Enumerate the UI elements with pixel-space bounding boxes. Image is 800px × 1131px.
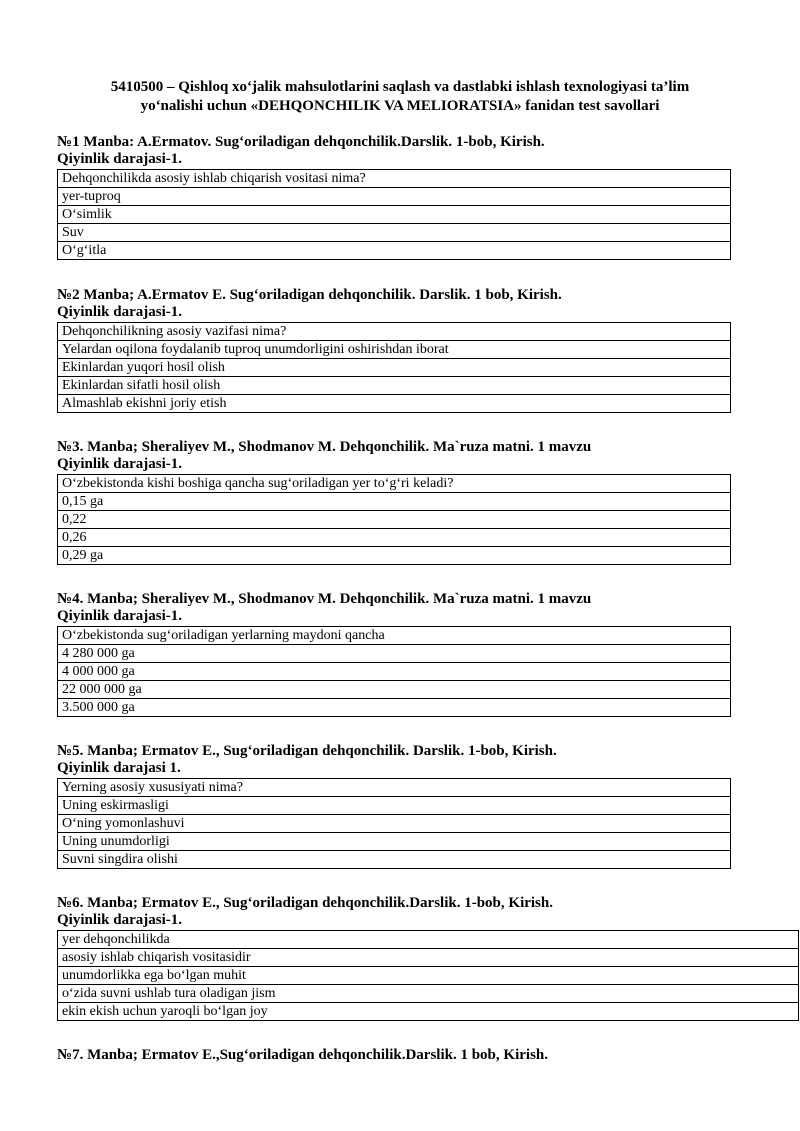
question-difficulty: Qiyinlik darajasi-1.: [57, 304, 183, 320]
question-difficulty: Qiyinlik darajasi-1.: [57, 456, 183, 472]
answer-row: [58, 529, 731, 547]
question-text: O‘zbekistonda kishi boshiga qancha sug‘oriladigan yer to‘g‘ri keladi?: [58, 475, 731, 493]
answer-row: [58, 949, 799, 967]
question-source: №5. Manba; Ermatov E., Sug‘oriladigan dehqonchilik. Darslik. 1-bob, Kirish.: [57, 743, 557, 759]
answer-row: [58, 851, 731, 869]
answer-option: asosiy ishlab chiqarish vositasidir: [58, 949, 799, 967]
answer-option: 0,29 ga: [58, 547, 731, 565]
question-difficulty: Qiyinlik darajasi-1.: [57, 151, 183, 167]
title-line-1: 5410500 – Qishloq xo‘jalik mahsulotlarini saqlash va dastlabki ishlash texnologiyasi ta’lim: [110, 79, 690, 95]
question-source: №1 Manba: A.Ermatov. Sug‘oriladigan dehqonchilik.Darslik. 1-bob, Kirish.: [57, 134, 545, 150]
question-block-2: [57, 287, 731, 413]
answer-option: O‘ning yomonlashuvi: [58, 815, 731, 833]
question-text: yer dehqonchilikda: [58, 931, 799, 949]
answer-row: [58, 395, 731, 413]
answer-row: [58, 985, 799, 1003]
answer-option: 4 280 000 ga: [58, 645, 731, 663]
answer-option: Uning unumdorligi: [58, 833, 731, 851]
question-text: Yerning asosiy xususiyati nima?: [58, 779, 731, 797]
answer-row: [58, 1003, 799, 1021]
answer-option: 0,22: [58, 511, 731, 529]
answer-table: [57, 322, 731, 413]
answer-row: [58, 547, 731, 565]
answer-option: 0,15 ga: [58, 493, 731, 511]
answer-option: O‘simlik: [58, 206, 731, 224]
answer-option: o‘zida suvni ushlab tura oladigan jism: [58, 985, 799, 1003]
answer-option: 4 000 000 ga: [58, 663, 731, 681]
question-block-4: [57, 591, 731, 717]
answer-row: [58, 242, 731, 260]
answer-row: [58, 645, 731, 663]
question-source: №3. Manba; Sheraliyev M., Shodmanov M. Dehqonchilik. Ma`ruza matni. 1 mavzu: [57, 439, 592, 455]
answer-option: 22 000 000 ga: [58, 681, 731, 699]
question-block-6: [57, 895, 799, 1021]
answer-row: [58, 815, 731, 833]
answer-option: Yelardan oqilona foydalanib tuproq unumdorligini oshirishdan iborat: [58, 341, 731, 359]
question-text: Dehqonchilikda asosiy ishlab chiqarish vositasi nima?: [58, 170, 731, 188]
answer-row: [58, 833, 731, 851]
question-block-3: [57, 439, 731, 565]
answer-table: [57, 626, 731, 717]
answer-row: [58, 663, 731, 681]
question-difficulty: Qiyinlik darajasi-1.: [57, 608, 183, 624]
question-row: [58, 475, 731, 493]
question-source: №2 Manba; A.Ermatov E. Sug‘oriladigan dehqonchilik. Darslik. 1 bob, Kirish.: [57, 287, 562, 303]
question-row: [58, 170, 731, 188]
question-source: №6. Manba; Ermatov E., Sug‘oriladigan dehqonchilik.Darslik. 1-bob, Kirish.: [57, 895, 553, 911]
answer-table: [57, 930, 799, 1021]
question-source: №4. Manba; Sheraliyev M., Shodmanov M. Dehqonchilik. Ma`ruza matni. 1 mavzu: [57, 591, 592, 607]
answer-row: [58, 224, 731, 242]
question-row: [58, 627, 731, 645]
answer-option: O‘g‘itla: [58, 242, 731, 260]
answer-row: [58, 797, 731, 815]
title-line-2: yo‘nalishi uchun «DEHQONCHILIK VA MELIORATSIA» fanidan test savollari: [140, 98, 660, 114]
answer-option: unumdorlikka ega bo‘lgan muhit: [58, 967, 799, 985]
question-block-7: [57, 1047, 548, 1064]
answer-option: Suv: [58, 224, 731, 242]
answer-table: [57, 778, 731, 869]
answer-option: 3.500 000 ga: [58, 699, 731, 717]
question-block-1: [57, 134, 731, 260]
answer-row: [58, 359, 731, 377]
answer-row: [58, 511, 731, 529]
question-block-5: [57, 743, 731, 869]
answer-row: [58, 681, 731, 699]
answer-table: [57, 474, 731, 565]
question-difficulty: Qiyinlik darajasi-1.: [57, 912, 183, 928]
question-difficulty: Qiyinlik darajasi 1.: [57, 760, 181, 776]
answer-table: [57, 169, 731, 260]
answer-row: [58, 967, 799, 985]
answer-option: 0,26: [58, 529, 731, 547]
answer-option: Uning eskirmasligi: [58, 797, 731, 815]
answer-row: [58, 188, 731, 206]
answer-option: yer-tuproq: [58, 188, 731, 206]
question-row: [58, 323, 731, 341]
answer-row: [58, 493, 731, 511]
answer-option: Ekinlardan sifatli hosil olish: [58, 377, 731, 395]
answer-option: Suvni singdira olishi: [58, 851, 731, 869]
question-source: №7. Manba; Ermatov E.,Sug‘oriladigan dehqonchilik.Darslik. 1 bob, Kirish.: [57, 1047, 548, 1063]
answer-option: Almashlab ekishni joriy etish: [58, 395, 731, 413]
answer-row: [58, 377, 731, 395]
answer-option: ekin ekish uchun yaroqli bo‘lgan joy: [58, 1003, 799, 1021]
question-text: O‘zbekistonda sug‘oriladigan yerlarning maydoni qancha: [58, 627, 731, 645]
answer-row: [58, 206, 731, 224]
answer-row: [58, 699, 731, 717]
answer-option: Ekinlardan yuqori hosil olish: [58, 359, 731, 377]
question-row: [58, 931, 799, 949]
question-row: [58, 779, 731, 797]
question-text: Dehqonchilikning asosiy vazifasi nima?: [58, 323, 731, 341]
document-title: [50, 78, 750, 116]
answer-row: [58, 341, 731, 359]
